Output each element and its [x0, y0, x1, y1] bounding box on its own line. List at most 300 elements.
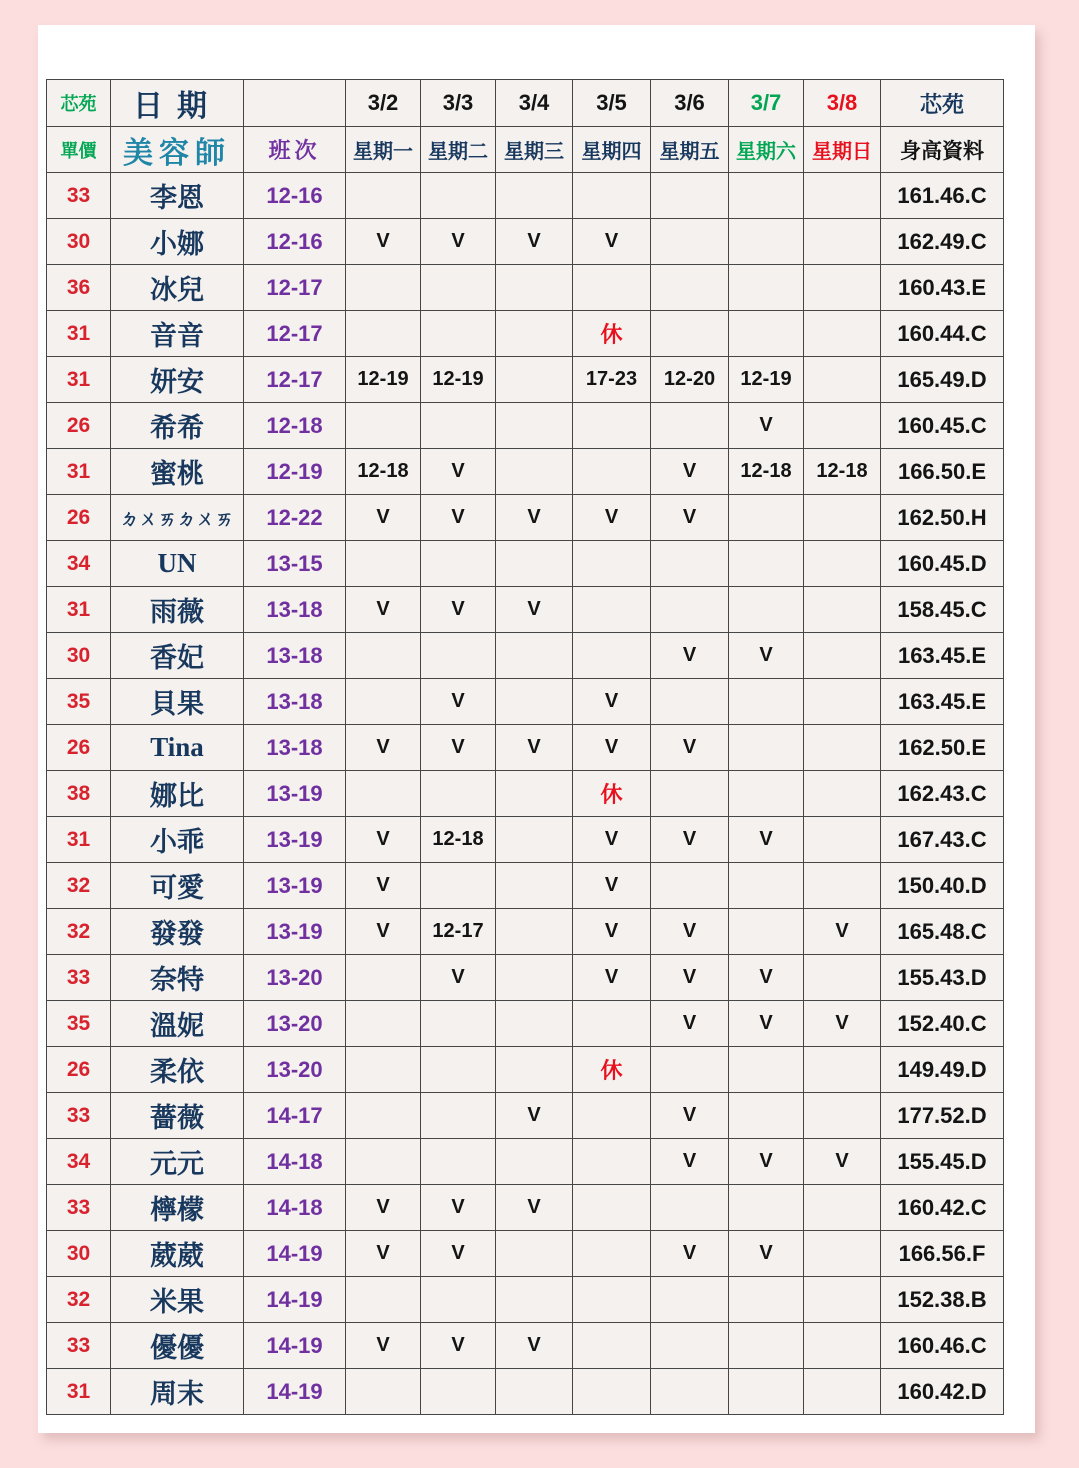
name-cell: Tina	[111, 725, 244, 771]
shift-cell: 12-17	[244, 311, 346, 357]
day-cell: V	[346, 863, 421, 909]
height-cell: 152.38.B	[881, 1277, 1004, 1323]
day-cell: 休	[573, 1047, 651, 1093]
table-row	[47, 587, 1004, 633]
day-cell	[729, 587, 804, 633]
day-cell	[573, 541, 651, 587]
shift-header-label: 班次	[244, 127, 346, 173]
day-cell	[496, 955, 573, 1001]
name-cell: 柔依	[111, 1047, 244, 1093]
name-cell: 可愛	[111, 863, 244, 909]
day-cell	[729, 173, 804, 219]
table-row	[47, 219, 1004, 265]
shift-cell: 13-18	[244, 679, 346, 725]
day-cell	[804, 1047, 881, 1093]
day-cell	[573, 1277, 651, 1323]
price-cell: 30	[47, 633, 111, 679]
day-cell: V	[651, 725, 729, 771]
day-cell	[421, 1093, 496, 1139]
beautician-header-label: 美容師	[111, 127, 244, 173]
height-cell: 165.49.D	[881, 357, 1004, 403]
price-cell: 26	[47, 725, 111, 771]
day-cell	[421, 541, 496, 587]
weekday-header: 星期一	[346, 127, 421, 173]
header-row-dates	[47, 80, 1004, 127]
day-cell	[804, 1369, 881, 1415]
day-cell	[496, 449, 573, 495]
name-cell: 小乖	[111, 817, 244, 863]
date-header: 3/5	[573, 80, 651, 127]
day-cell	[729, 679, 804, 725]
day-cell	[804, 265, 881, 311]
day-cell	[573, 587, 651, 633]
day-cell	[421, 863, 496, 909]
height-cell: 162.50.E	[881, 725, 1004, 771]
day-cell	[573, 265, 651, 311]
day-cell	[346, 1093, 421, 1139]
day-cell	[573, 1231, 651, 1277]
price-cell: 30	[47, 1231, 111, 1277]
day-cell: V	[651, 495, 729, 541]
day-cell: V	[421, 495, 496, 541]
shift-cell: 12-17	[244, 357, 346, 403]
price-cell: 31	[47, 357, 111, 403]
day-cell: V	[804, 909, 881, 955]
date-header: 3/4	[496, 80, 573, 127]
corner-top-label: 芯苑	[47, 80, 111, 127]
price-cell: 26	[47, 403, 111, 449]
price-cell: 30	[47, 219, 111, 265]
shift-cell: 13-15	[244, 541, 346, 587]
day-cell	[496, 1047, 573, 1093]
day-cell	[573, 1369, 651, 1415]
day-cell	[573, 1139, 651, 1185]
day-cell	[421, 173, 496, 219]
day-cell	[346, 265, 421, 311]
day-cell: V	[729, 1231, 804, 1277]
name-cell: 冰兒	[111, 265, 244, 311]
shift-cell: 13-19	[244, 909, 346, 955]
price-cell: 31	[47, 587, 111, 633]
date-header-label: 日期	[111, 80, 244, 127]
day-cell	[346, 1277, 421, 1323]
day-cell: V	[421, 1231, 496, 1277]
day-cell	[729, 1093, 804, 1139]
day-cell	[421, 633, 496, 679]
name-cell: 蜜桃	[111, 449, 244, 495]
day-cell	[651, 173, 729, 219]
price-cell: 33	[47, 173, 111, 219]
height-cell: 160.46.C	[881, 1323, 1004, 1369]
price-cell: 32	[47, 863, 111, 909]
height-cell: 162.49.C	[881, 219, 1004, 265]
day-cell	[729, 909, 804, 955]
day-cell	[651, 219, 729, 265]
weekday-header: 星期六	[729, 127, 804, 173]
shift-cell: 14-19	[244, 1323, 346, 1369]
height-cell: 152.40.C	[881, 1001, 1004, 1047]
name-cell: 音音	[111, 311, 244, 357]
shift-cell: 13-20	[244, 955, 346, 1001]
height-cell: 162.50.H	[881, 495, 1004, 541]
height-cell: 155.43.D	[881, 955, 1004, 1001]
shift-cell: 13-18	[244, 725, 346, 771]
day-cell: 12-18	[346, 449, 421, 495]
day-cell: V	[651, 817, 729, 863]
day-cell: 12-18	[729, 449, 804, 495]
day-cell: V	[729, 1001, 804, 1047]
right-top-label: 芯苑	[881, 80, 1004, 127]
day-cell	[346, 1139, 421, 1185]
day-cell	[496, 265, 573, 311]
table-row	[47, 1323, 1004, 1369]
day-cell	[729, 265, 804, 311]
name-cell: 發發	[111, 909, 244, 955]
day-cell: V	[346, 495, 421, 541]
table-row	[47, 311, 1004, 357]
paper	[38, 25, 1035, 1433]
name-cell: 溫妮	[111, 1001, 244, 1047]
name-cell: 小娜	[111, 219, 244, 265]
day-cell	[651, 679, 729, 725]
date-header: 3/8	[804, 80, 881, 127]
day-cell	[346, 771, 421, 817]
day-cell	[729, 495, 804, 541]
price-cell: 33	[47, 1093, 111, 1139]
day-cell: V	[573, 725, 651, 771]
day-cell: V	[729, 633, 804, 679]
height-cell: 166.56.F	[881, 1231, 1004, 1277]
day-cell: V	[421, 1323, 496, 1369]
day-cell: V	[346, 1185, 421, 1231]
day-cell	[421, 771, 496, 817]
price-cell: 38	[47, 771, 111, 817]
table-row	[47, 1047, 1004, 1093]
day-cell: V	[651, 1231, 729, 1277]
day-cell	[496, 633, 573, 679]
date-header: 3/3	[421, 80, 496, 127]
price-cell: 31	[47, 817, 111, 863]
shift-cell: 13-20	[244, 1001, 346, 1047]
day-cell	[804, 817, 881, 863]
day-cell	[346, 173, 421, 219]
day-cell: V	[496, 1093, 573, 1139]
day-cell	[346, 403, 421, 449]
header-row-weekdays	[47, 127, 1004, 173]
price-cell: 26	[47, 1047, 111, 1093]
day-cell: V	[346, 587, 421, 633]
weekday-header: 星期五	[651, 127, 729, 173]
day-cell: V	[346, 1231, 421, 1277]
price-cell: 32	[47, 1277, 111, 1323]
day-cell	[346, 1001, 421, 1047]
day-cell	[804, 863, 881, 909]
day-cell: V	[573, 955, 651, 1001]
day-cell	[346, 541, 421, 587]
height-cell: 150.40.D	[881, 863, 1004, 909]
table-row	[47, 173, 1004, 219]
day-cell: V	[729, 403, 804, 449]
day-cell	[804, 1277, 881, 1323]
day-cell	[729, 311, 804, 357]
day-cell: V	[651, 1001, 729, 1047]
shift-cell: 14-17	[244, 1093, 346, 1139]
day-cell	[804, 541, 881, 587]
day-cell: V	[651, 1093, 729, 1139]
table-row	[47, 1185, 1004, 1231]
day-cell	[729, 1047, 804, 1093]
day-cell	[346, 955, 421, 1001]
name-cell: 雨薇	[111, 587, 244, 633]
day-cell: V	[421, 679, 496, 725]
day-cell	[804, 403, 881, 449]
day-cell: V	[804, 1139, 881, 1185]
day-cell	[496, 909, 573, 955]
table-row	[47, 1277, 1004, 1323]
price-cell: 35	[47, 1001, 111, 1047]
height-cell: 160.45.D	[881, 541, 1004, 587]
price-cell: 33	[47, 955, 111, 1001]
shift-cell: 14-19	[244, 1231, 346, 1277]
name-cell: 香妃	[111, 633, 244, 679]
day-cell: V	[573, 219, 651, 265]
table-row	[47, 1369, 1004, 1415]
price-cell: 34	[47, 1139, 111, 1185]
day-cell	[729, 1185, 804, 1231]
height-cell: 162.43.C	[881, 771, 1004, 817]
day-cell: V	[573, 863, 651, 909]
day-cell	[729, 771, 804, 817]
day-cell: V	[729, 817, 804, 863]
day-cell	[729, 725, 804, 771]
height-cell: 158.45.C	[881, 587, 1004, 633]
day-cell: V	[651, 955, 729, 1001]
day-cell: V	[573, 909, 651, 955]
day-cell	[651, 1323, 729, 1369]
day-cell: V	[573, 495, 651, 541]
height-cell: 160.43.E	[881, 265, 1004, 311]
day-cell	[496, 1231, 573, 1277]
day-cell	[346, 311, 421, 357]
corner-bottom-label: 單價	[47, 127, 111, 173]
price-cell: 33	[47, 1185, 111, 1231]
day-cell	[651, 1277, 729, 1323]
table-row	[47, 449, 1004, 495]
weekday-header: 星期四	[573, 127, 651, 173]
day-cell	[729, 1277, 804, 1323]
height-cell: 155.45.D	[881, 1139, 1004, 1185]
name-cell: 希希	[111, 403, 244, 449]
day-cell: 12-18	[421, 817, 496, 863]
day-cell	[421, 403, 496, 449]
day-cell	[804, 311, 881, 357]
name-cell: 貝果	[111, 679, 244, 725]
day-cell: V	[346, 909, 421, 955]
day-cell	[496, 1277, 573, 1323]
day-cell: 12-19	[729, 357, 804, 403]
day-cell	[346, 1047, 421, 1093]
day-cell	[421, 1001, 496, 1047]
shift-cell: 12-19	[244, 449, 346, 495]
weekday-header: 星期二	[421, 127, 496, 173]
table-row	[47, 771, 1004, 817]
day-cell	[729, 863, 804, 909]
shift-cell: 14-18	[244, 1185, 346, 1231]
day-cell	[496, 541, 573, 587]
name-cell: 李恩	[111, 173, 244, 219]
day-cell: V	[421, 1185, 496, 1231]
name-cell: 米果	[111, 1277, 244, 1323]
schedule-table	[46, 79, 1004, 1415]
height-cell: 163.45.E	[881, 679, 1004, 725]
price-cell: 34	[47, 541, 111, 587]
empty-header-cell	[244, 80, 346, 127]
name-cell: 葳葳	[111, 1231, 244, 1277]
day-cell	[496, 817, 573, 863]
day-cell	[804, 495, 881, 541]
table-row	[47, 679, 1004, 725]
table-row	[47, 1231, 1004, 1277]
day-cell	[651, 1047, 729, 1093]
day-cell: V	[346, 817, 421, 863]
table-row	[47, 357, 1004, 403]
day-cell: V	[496, 1185, 573, 1231]
height-cell: 165.48.C	[881, 909, 1004, 955]
shift-cell: 12-18	[244, 403, 346, 449]
name-cell: 優優	[111, 1323, 244, 1369]
day-cell	[651, 863, 729, 909]
day-cell: V	[421, 955, 496, 1001]
day-cell	[496, 311, 573, 357]
day-cell	[421, 1369, 496, 1415]
day-cell	[804, 771, 881, 817]
table-row	[47, 909, 1004, 955]
day-cell	[496, 1369, 573, 1415]
day-cell	[651, 311, 729, 357]
day-cell: V	[573, 679, 651, 725]
day-cell	[651, 587, 729, 633]
height-cell: 160.42.C	[881, 1185, 1004, 1231]
day-cell: V	[651, 633, 729, 679]
price-cell: 31	[47, 311, 111, 357]
day-cell	[804, 633, 881, 679]
name-cell: 檸檬	[111, 1185, 244, 1231]
day-cell	[573, 173, 651, 219]
table-row	[47, 1001, 1004, 1047]
price-cell: 26	[47, 495, 111, 541]
price-cell: 35	[47, 679, 111, 725]
shift-cell: 14-18	[244, 1139, 346, 1185]
day-cell: 12-19	[421, 357, 496, 403]
price-cell: 31	[47, 1369, 111, 1415]
day-cell: V	[421, 219, 496, 265]
day-cell	[496, 771, 573, 817]
day-cell	[496, 173, 573, 219]
shift-cell: 12-22	[244, 495, 346, 541]
price-cell: 32	[47, 909, 111, 955]
day-cell	[573, 1185, 651, 1231]
day-cell: V	[496, 219, 573, 265]
day-cell	[651, 265, 729, 311]
table-row	[47, 403, 1004, 449]
height-cell: 160.44.C	[881, 311, 1004, 357]
day-cell	[573, 633, 651, 679]
day-cell: V	[421, 587, 496, 633]
day-cell: 17-23	[573, 357, 651, 403]
day-cell	[729, 1323, 804, 1369]
table-row	[47, 633, 1004, 679]
weekday-header: 星期日	[804, 127, 881, 173]
day-cell	[496, 863, 573, 909]
shift-cell: 13-19	[244, 863, 346, 909]
table-row	[47, 495, 1004, 541]
day-cell: V	[573, 817, 651, 863]
date-header: 3/7	[729, 80, 804, 127]
day-cell	[729, 1369, 804, 1415]
table-row	[47, 1093, 1004, 1139]
table-row	[47, 817, 1004, 863]
day-cell	[573, 1093, 651, 1139]
day-cell	[421, 265, 496, 311]
day-cell	[651, 403, 729, 449]
shift-cell: 14-19	[244, 1369, 346, 1415]
height-cell: 149.49.D	[881, 1047, 1004, 1093]
day-cell	[651, 541, 729, 587]
day-cell	[651, 1185, 729, 1231]
table-row	[47, 863, 1004, 909]
day-cell: V	[346, 1323, 421, 1369]
name-cell: UN	[111, 541, 244, 587]
day-cell: V	[496, 725, 573, 771]
day-cell: 12-19	[346, 357, 421, 403]
day-cell	[804, 357, 881, 403]
day-cell	[804, 173, 881, 219]
shift-cell: 12-16	[244, 173, 346, 219]
day-cell	[496, 1139, 573, 1185]
day-cell	[346, 679, 421, 725]
price-cell: 31	[47, 449, 111, 495]
shift-cell: 13-20	[244, 1047, 346, 1093]
day-cell: V	[496, 1323, 573, 1369]
day-cell: V	[651, 1139, 729, 1185]
day-cell	[346, 1369, 421, 1415]
day-cell	[573, 1323, 651, 1369]
day-cell: V	[651, 449, 729, 495]
height-cell: 161.46.C	[881, 173, 1004, 219]
day-cell: 12-20	[651, 357, 729, 403]
day-cell: V	[496, 587, 573, 633]
price-cell: 36	[47, 265, 111, 311]
day-cell	[573, 403, 651, 449]
day-cell	[804, 587, 881, 633]
day-cell	[573, 449, 651, 495]
day-cell: V	[346, 219, 421, 265]
day-cell	[496, 679, 573, 725]
day-cell: V	[421, 725, 496, 771]
day-cell: 12-18	[804, 449, 881, 495]
day-cell	[804, 955, 881, 1001]
day-cell	[804, 219, 881, 265]
weekday-header: 星期三	[496, 127, 573, 173]
day-cell: V	[804, 1001, 881, 1047]
day-cell: V	[421, 449, 496, 495]
day-cell: V	[729, 1139, 804, 1185]
day-cell	[346, 633, 421, 679]
day-cell	[496, 357, 573, 403]
day-cell	[804, 1323, 881, 1369]
day-cell	[421, 1277, 496, 1323]
price-cell: 33	[47, 1323, 111, 1369]
